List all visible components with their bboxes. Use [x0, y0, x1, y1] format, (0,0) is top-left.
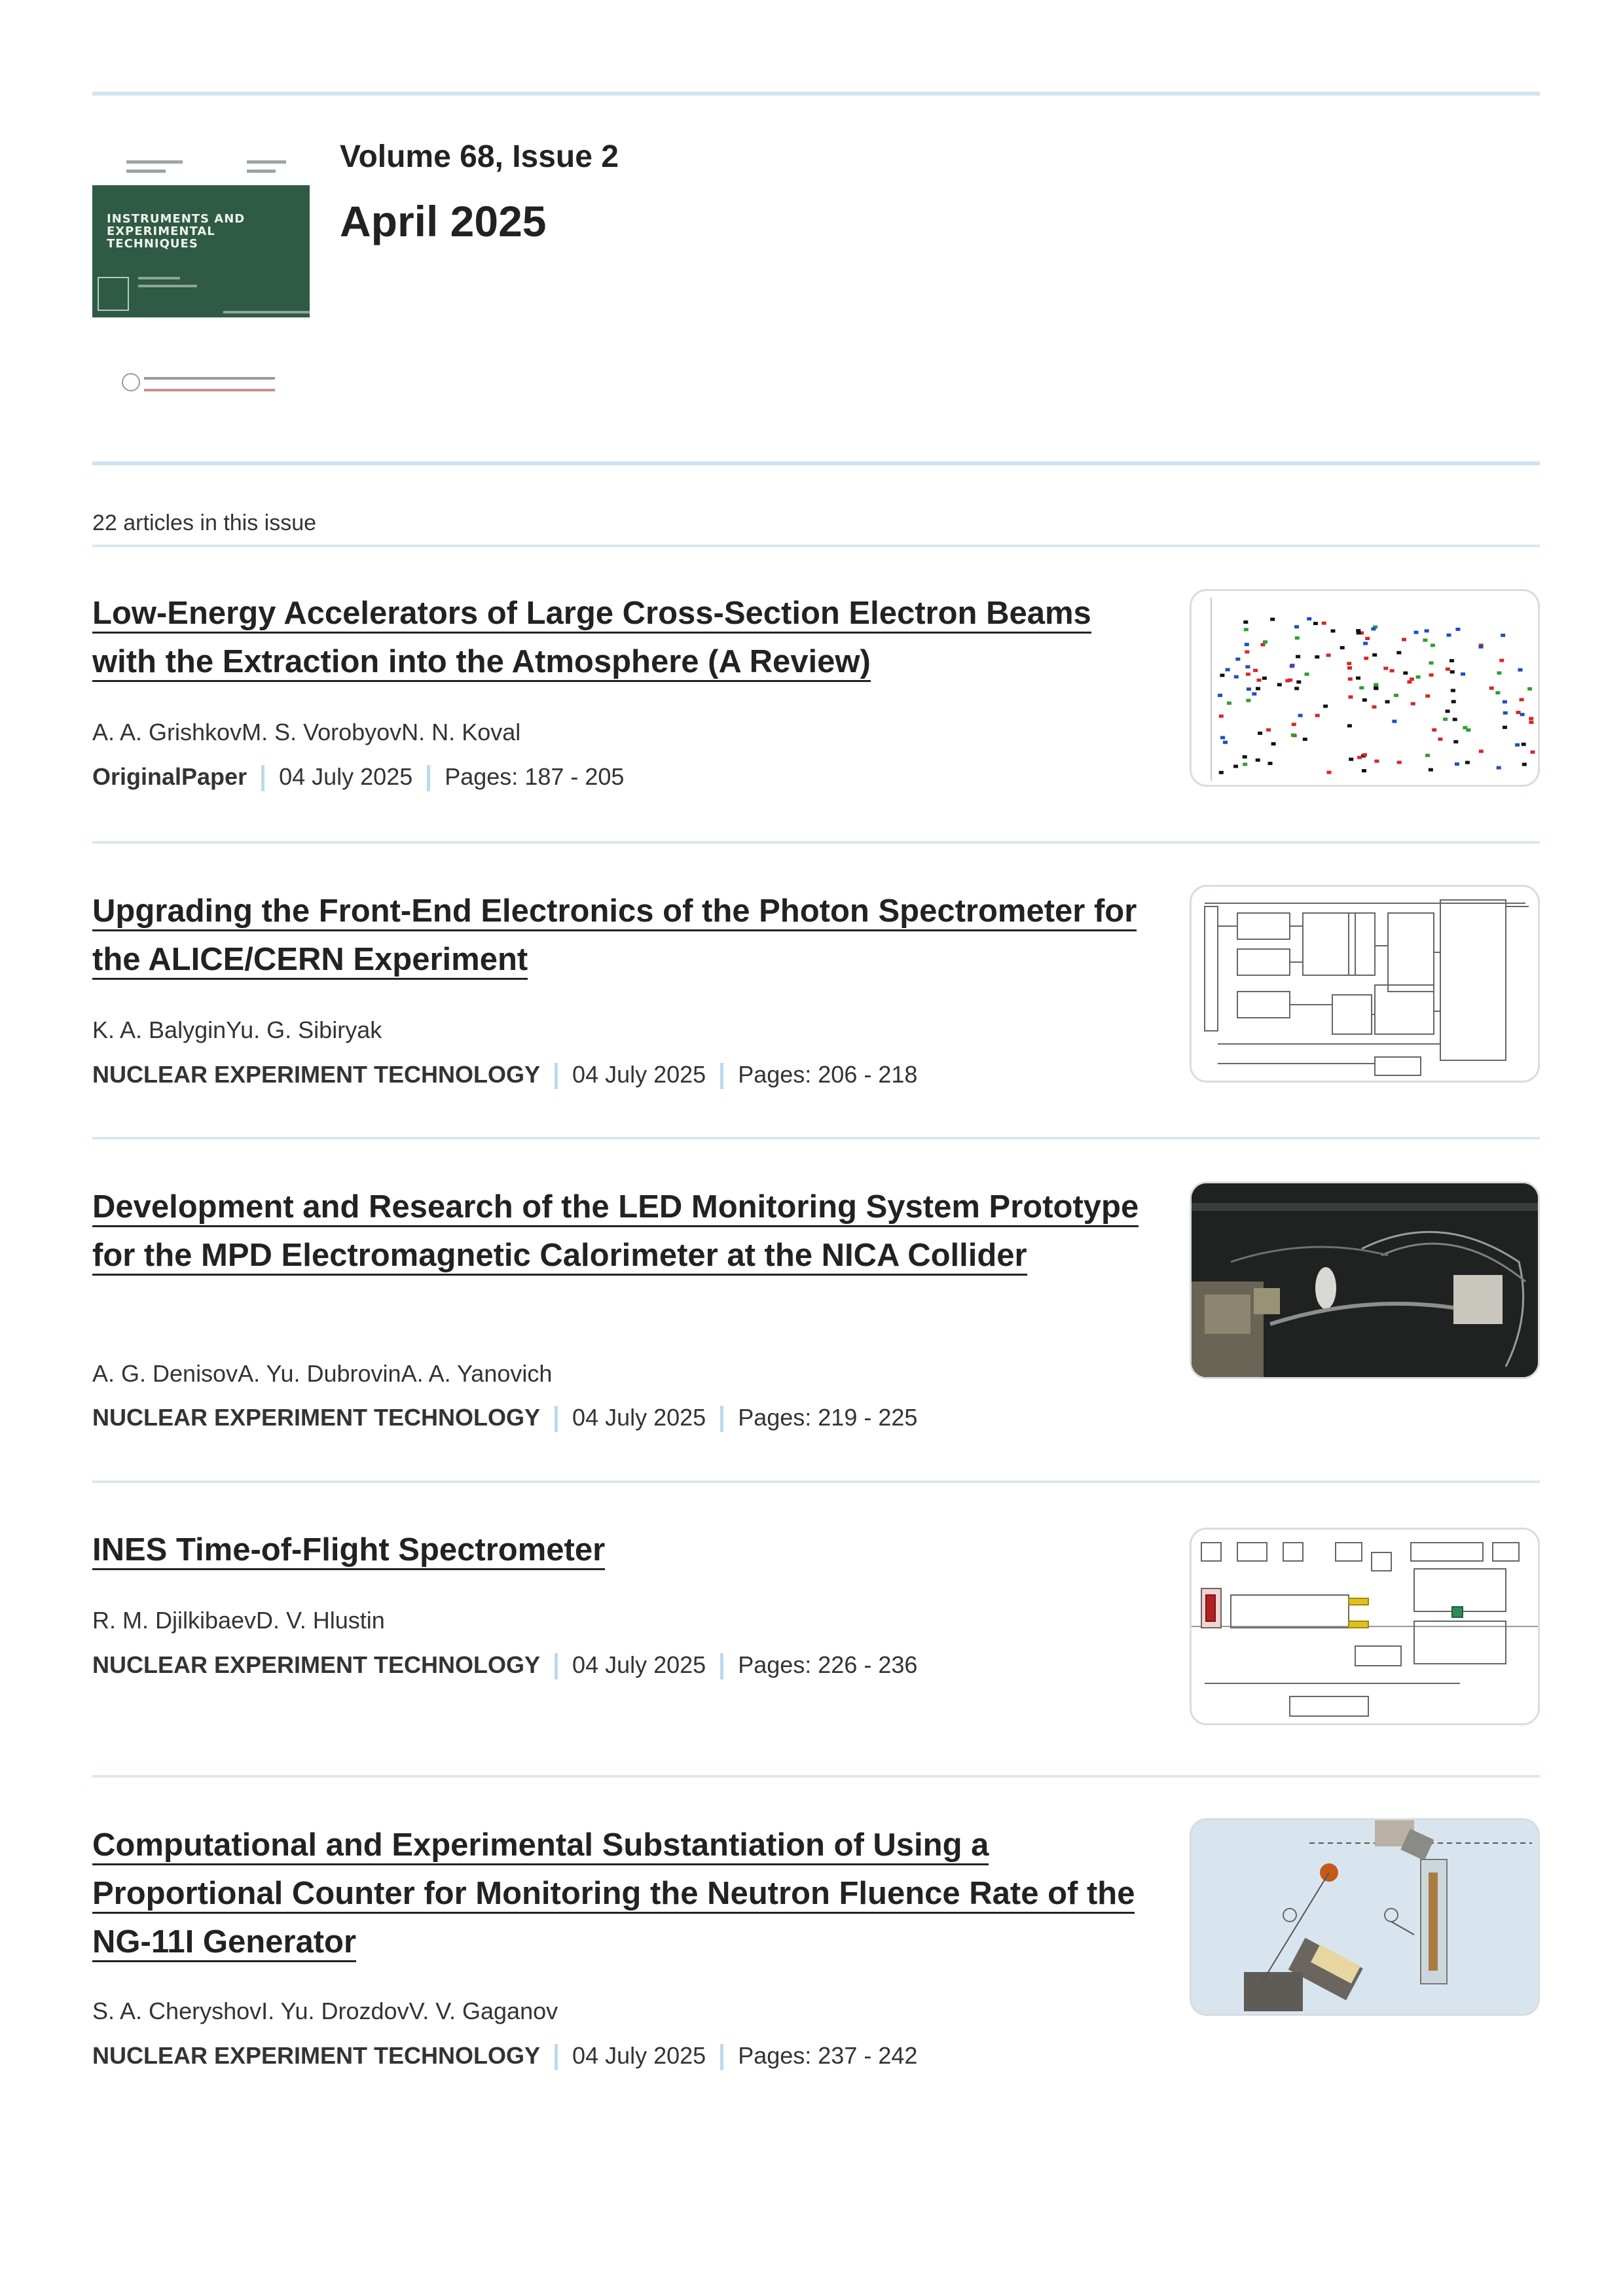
article-meta [92, 2042, 917, 2070]
cover-header-strip [92, 160, 310, 187]
scatter-dot [1374, 683, 1378, 687]
scatter-dot [1497, 672, 1501, 675]
article-divider [92, 841, 1540, 844]
scatter-dot [1362, 769, 1366, 772]
scatter-dot [1243, 762, 1247, 766]
scatter-dot [1446, 668, 1450, 671]
article-divider [92, 1480, 1540, 1483]
scatter-dot [1410, 677, 1414, 681]
scatter-dot [1347, 724, 1352, 727]
scatter-dot [1446, 709, 1450, 713]
scatter-dot [1292, 723, 1296, 726]
scatter-dot [1438, 738, 1442, 741]
scatter-dot [1450, 659, 1454, 662]
scatter-dot [1429, 661, 1434, 664]
meta-separator [720, 2044, 723, 2070]
article-date: 04 July 2025 [572, 1061, 706, 1088]
scatter-dot [1453, 718, 1457, 721]
scatter-dot [1374, 760, 1379, 763]
scatter-dot [1489, 687, 1494, 690]
article-authors: K. A. BalyginYu. G. Sibiryak [92, 1016, 382, 1043]
article-divider [92, 1775, 1540, 1778]
article-title[interactable]: Upgrading the Front-End Electronics of the Photon Spectrometer for the ALICE/CERN Experiment [92, 887, 1140, 984]
scatter-plot-thumbnail[interactable] [1190, 589, 1540, 787]
scatter-dot [1365, 637, 1370, 640]
scatter-dot [1371, 627, 1376, 630]
article-meta [92, 1651, 917, 1679]
scatter-dot [1522, 743, 1526, 746]
issue-date: April 2025 [340, 197, 547, 245]
scatter-dot [1416, 675, 1421, 679]
top-rule [92, 92, 1540, 96]
scatter-dot [1288, 679, 1292, 682]
scatter-dot [1258, 732, 1262, 735]
meta-separator [427, 765, 430, 791]
article-count: 22 articles in this issue [92, 511, 317, 535]
scatter-dot [1347, 666, 1352, 670]
scatter-dot [1256, 759, 1260, 762]
scatter-dot [1515, 744, 1520, 747]
scatter-dot [1295, 636, 1300, 639]
scatter-dot [1356, 677, 1360, 680]
simulation-thumbnail[interactable] [1190, 1818, 1540, 2016]
block-diagram-thumbnail[interactable] [1190, 885, 1540, 1083]
scatter-dot [1326, 654, 1331, 657]
article-title[interactable]: INES Time-of-Flight Spectrometer [92, 1526, 1140, 1574]
scatter-dot [1450, 670, 1455, 673]
scatter-dot [1349, 695, 1353, 698]
article-pages: Pages: 226 - 236 [738, 1651, 918, 1678]
scatter-dot [1402, 638, 1406, 641]
article-pages: Pages: 219 - 225 [738, 1404, 918, 1431]
scatter-dot [1461, 672, 1465, 675]
scatter-dot [1323, 705, 1328, 708]
scatter-dot [1431, 644, 1435, 647]
journal-cover-image[interactable] [92, 141, 310, 416]
scatter-dot [1363, 642, 1368, 645]
scatter-dot [1529, 721, 1533, 724]
scatter-dot [1218, 694, 1222, 697]
scatter-dot [1529, 717, 1533, 720]
article-authors: A. A. GrishkovM. S. VorobyovN. N. Koval [92, 719, 521, 745]
scatter-dot [1303, 738, 1307, 741]
scatter-dot [1423, 639, 1427, 642]
article-type: NUCLEAR EXPERIMENT TECHNOLOGY [92, 2042, 541, 2069]
photo-thumbnail[interactable] [1190, 1181, 1540, 1379]
scatter-dot [1364, 656, 1368, 660]
meta-separator [261, 765, 264, 791]
scatter-dot [1315, 714, 1320, 717]
scatter-dot [1223, 741, 1228, 744]
scatter-dot [1411, 702, 1415, 706]
scatter-dot [1429, 673, 1434, 677]
scatter-dot [1257, 679, 1262, 682]
scatter-dot [1385, 700, 1390, 704]
scatter-dot [1270, 618, 1275, 621]
article-date: 04 July 2025 [572, 1651, 706, 1678]
scatter-dot [1443, 717, 1448, 721]
scatter-dot [1447, 634, 1451, 637]
meta-separator [720, 1063, 723, 1089]
meta-separator [720, 1653, 723, 1679]
article-authors: S. A. CheryshovI. Yu. DrozdovV. V. Gaganov [92, 1998, 558, 2024]
scatter-dot [1527, 687, 1532, 691]
scatter-dot [1359, 686, 1364, 689]
scatter-dot [1266, 728, 1271, 732]
scatter-dot [1465, 761, 1470, 764]
scatter-dot [1244, 628, 1249, 631]
scatter-dot [1429, 768, 1433, 772]
scatter-dot [1243, 755, 1247, 759]
meta-separator [555, 1653, 558, 1679]
scatter-dot [1362, 698, 1367, 702]
article-authors: A. G. DenisovA. Yu. DubrovinA. A. Yanovich [92, 1360, 553, 1387]
meta-separator [555, 1063, 558, 1089]
scatter-dot [1327, 771, 1332, 774]
article-pages: Pages: 237 - 242 [738, 2042, 918, 2069]
scatter-dot [1290, 664, 1294, 668]
scatter-dot [1296, 681, 1301, 684]
scatter-dot [1425, 754, 1430, 757]
scatter-dot [1403, 672, 1408, 675]
scatter-dot [1245, 651, 1249, 654]
scatter-dot [1463, 726, 1467, 729]
scatter-dot [1246, 699, 1250, 702]
scatter-dot [1235, 658, 1240, 661]
scatter-dot [1219, 771, 1224, 774]
scatter-dot [1516, 711, 1521, 714]
article-pages: Pages: 187 - 205 [445, 763, 625, 790]
scatter-dot [1374, 687, 1379, 690]
article-type: NUCLEAR EXPERIMENT TECHNOLOGY [92, 1061, 541, 1088]
article-type: NUCLEAR EXPERIMENT TECHNOLOGY [92, 1404, 541, 1431]
scatter-dot [1499, 659, 1504, 662]
article-meta [92, 1061, 917, 1089]
schematic-thumbnail[interactable] [1190, 1528, 1540, 1725]
scatter-dot [1243, 620, 1248, 624]
scatter-dot [1451, 689, 1455, 692]
scatter-dot [1256, 687, 1260, 691]
scatter-dot [1277, 683, 1282, 687]
article-title[interactable]: Low-Energy Accelerators of Large Cross-Section Electron Beams with the Extraction into the Atmosphere (A Review) [92, 589, 1140, 686]
scatter-dot [1271, 742, 1276, 745]
scatter-dot [1372, 653, 1377, 656]
scatter-dot [1501, 634, 1505, 637]
meta-separator [555, 1406, 558, 1432]
scatter-dot [1233, 764, 1238, 768]
scatter-dot [1503, 711, 1508, 715]
scatter-dot [1503, 700, 1507, 704]
scatter-dot [1245, 643, 1249, 646]
cover-publisher-logo [122, 373, 292, 399]
article-divider [92, 1137, 1540, 1139]
scatter-dot [1331, 630, 1336, 633]
scatter-dot [1262, 677, 1267, 680]
scatter-dot [1397, 761, 1402, 764]
header-bottom-rule [92, 461, 1540, 465]
scatter-dot [1357, 756, 1362, 759]
scatter-dot [1315, 655, 1319, 658]
scatter-dot [1245, 665, 1250, 668]
scatter-dot [1305, 673, 1309, 676]
scatter-dot [1291, 734, 1296, 737]
scatter-dot [1518, 668, 1523, 672]
scatter-dot [1296, 655, 1300, 658]
scatter-dot [1294, 625, 1299, 628]
article-type: OriginalPaper [92, 763, 247, 790]
scatter-dot [1520, 713, 1525, 716]
scatter-dot [1414, 631, 1419, 634]
article-pages: Pages: 206 - 218 [738, 1061, 918, 1088]
article-date: 04 July 2025 [572, 1404, 706, 1431]
scatter-dot [1455, 628, 1460, 631]
scatter-dot [1347, 662, 1351, 665]
article-meta [92, 1404, 917, 1432]
scatter-dot [1455, 762, 1459, 766]
scatter-dot [1451, 700, 1456, 704]
scatter-dot [1307, 617, 1311, 620]
meta-separator [555, 2044, 558, 2070]
cover-logo-box [98, 277, 129, 311]
scatter-dot [1227, 702, 1231, 705]
scatter-dot [1372, 706, 1376, 709]
scatter-dot [1268, 762, 1273, 765]
cover-journal-title: INSTRUMENTS AND EXPERIMENTAL TECHNIQUES [107, 212, 246, 251]
scatter-dot [1390, 669, 1395, 672]
scatter-dot [1313, 622, 1318, 625]
scatter-dot [1520, 698, 1524, 702]
scatter-dot [1263, 640, 1267, 643]
scatter-dot [1340, 646, 1345, 649]
scatter-dot [1425, 694, 1430, 698]
scatter-dot [1322, 622, 1326, 625]
scatter-dot [1383, 667, 1388, 670]
issue-volume: Volume 68, Issue 2 [340, 139, 619, 174]
scatter-dot [1247, 687, 1251, 691]
scatter-dot [1522, 762, 1527, 766]
scatter-dot [1394, 694, 1398, 697]
scatter-dot [1479, 645, 1484, 649]
article-authors: R. M. DjilkibaevD. V. Hlustin [92, 1607, 385, 1634]
scatter-dot [1503, 726, 1507, 729]
scatter-dot [1495, 691, 1500, 694]
scatter-dot [1396, 651, 1401, 655]
scatter-dot [1253, 669, 1258, 672]
scatter-dot [1348, 677, 1353, 681]
scatter-dot [1362, 753, 1367, 757]
article-title[interactable]: Development and Research of the LED Monitoring System Prototype for the MPD Electromagnetic Calorimeter at the NICA Collider [92, 1183, 1140, 1280]
cover-green-panel [92, 185, 310, 317]
scatter-dot [1432, 728, 1436, 732]
scatter-dot [1356, 629, 1360, 632]
scatter-dot [1220, 673, 1224, 677]
article-type: NUCLEAR EXPERIMENT TECHNOLOGY [92, 1651, 541, 1678]
article-date: 04 July 2025 [279, 763, 413, 790]
scatter-dot [1479, 749, 1484, 753]
meta-separator [720, 1406, 723, 1432]
scatter-dot [1219, 715, 1224, 718]
count-rule [92, 545, 1540, 547]
article-title[interactable]: Computational and Experimental Substantiation of Using a Proportional Counter for Monitoring the Neutron Fluence Rate of the NG-11I Generator [92, 1821, 1140, 1966]
scatter-dot [1226, 668, 1230, 672]
scatter-dot [1298, 714, 1303, 717]
scatter-dot [1392, 720, 1396, 723]
article-meta [92, 763, 624, 791]
scatter-dot [1246, 673, 1250, 676]
scatter-dot [1294, 687, 1299, 690]
scatter-dot [1531, 751, 1535, 754]
scatter-dot [1220, 736, 1225, 740]
scatter-dot [1425, 629, 1429, 632]
scatter-dot [1497, 766, 1501, 770]
article-date: 04 July 2025 [572, 2042, 706, 2069]
scatter-dot [1234, 675, 1239, 679]
scatter-dot [1349, 758, 1353, 761]
scatter-dot [1252, 692, 1256, 696]
scatter-dot [1453, 740, 1458, 744]
